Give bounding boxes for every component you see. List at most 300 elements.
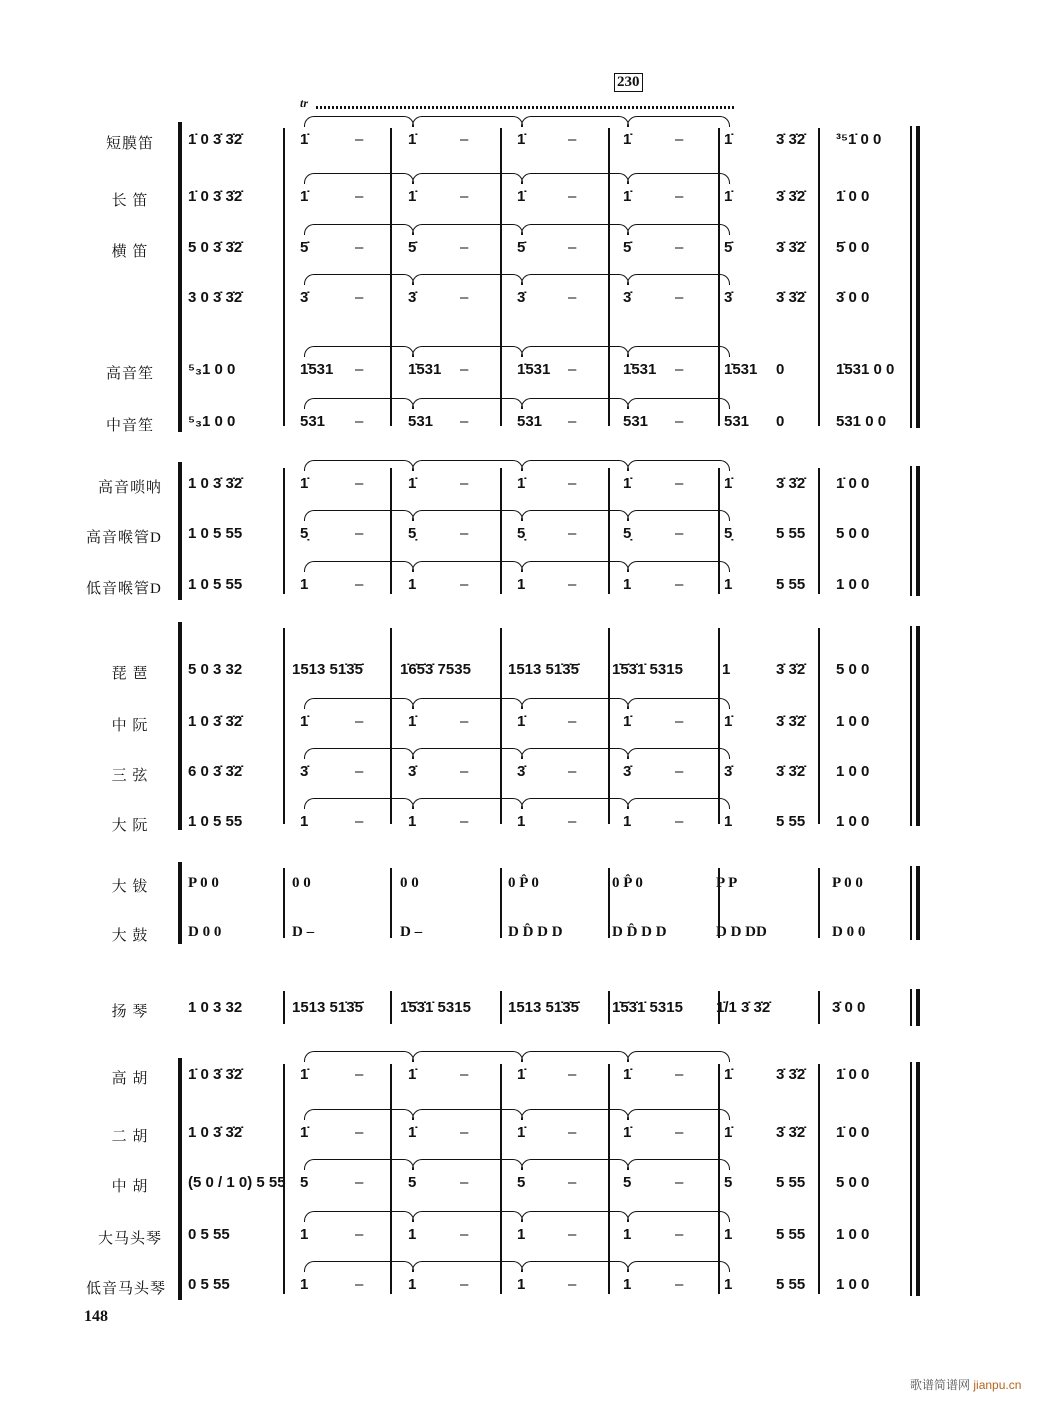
tie-arc [412,748,523,759]
measure-6: 3̇ 3̇2̇ [776,239,806,256]
tie-arc [304,510,414,521]
measure-pickup: ⁵₃1 0 0 [188,361,236,378]
sustained-note: 1̇531 [408,361,442,378]
instrument-label: 中 阮 [111,718,149,734]
final-barline-thin [910,126,912,428]
measure-cell: D – [400,924,423,940]
sustained-note: 1̇ [408,1066,417,1083]
sustained-note: 3̇ [724,289,733,306]
tie-arc [521,173,629,184]
instrument-label: 低音喉管D [86,581,162,597]
dash: – [460,239,469,256]
dash: – [460,1066,469,1083]
final-barline-thin [910,866,912,940]
watermark-url: jianpu.cn [973,1378,1022,1392]
trill-wavy-line [316,106,736,109]
sustained-note: 3̇ [300,289,309,306]
barline [818,628,820,824]
measure-pickup: 1̇ 0 3̇ 3̇2̇ [188,1066,243,1083]
dash: – [460,1276,469,1293]
dash: – [675,1226,684,1243]
sustained-note: 5̇ [623,239,632,256]
barline [718,468,720,594]
page-number: 148 [84,1308,108,1325]
measure-6: 5 55 [776,813,806,830]
sustained-note: 1 [300,1226,309,1243]
instrument-label: 低音马头琴 [86,1281,167,1297]
dash: – [568,1226,577,1243]
barline [500,1064,502,1294]
measure-6: 3̇ 3̇2̇ [776,661,806,678]
tie-arc [521,224,629,235]
tie-arc [412,1159,523,1170]
instrument-label: 大 鼓 [111,928,149,944]
barline [818,868,820,938]
dash: – [675,1276,684,1293]
measure-cell: 0 0 [292,875,311,891]
sustained-note: 1̇ [408,713,417,730]
barline [283,628,285,824]
sustained-note: 1̇ [517,713,526,730]
sustained-note: 3̇ [408,763,417,780]
instrument-label: 大 钹 [111,879,149,895]
final-barline-thin [910,466,912,596]
dash: – [568,413,577,430]
sustained-note: 1 [724,813,733,830]
tie-arc [521,698,629,709]
instrument-label: 扬 琴 [111,1004,149,1020]
measure-cell: 0 0 [400,875,419,891]
sustained-note: 1 [724,1226,733,1243]
instrument-label: 高音唢呐 [97,480,162,496]
measure-7: ³⁵1̇ 0 0 [836,131,882,148]
measure-pickup: 1̇ 0 3̇ 3̇2̇ [188,131,243,148]
measure-6: 0 [776,361,785,378]
measure-6: 5 55 [776,1276,806,1293]
tie-arc [412,1109,523,1120]
barline [818,1064,820,1294]
measure-pickup: 1 0 5 55 [188,813,243,830]
barline [390,628,392,824]
sustained-note: 3̇ [517,289,526,306]
final-barline [916,989,920,1026]
tie-arc [627,798,730,809]
dash: – [675,131,684,148]
tie-arc [304,798,414,809]
sustained-note: 1 [517,1226,526,1243]
tie-arc [627,561,730,572]
dash: – [355,413,364,430]
dash: – [568,1174,577,1191]
measure-7: 1̇531 0 0 [836,361,895,378]
measure-cell: D – [292,924,315,940]
tie-arc [521,748,629,759]
measure-cell: D 0 0 [188,924,222,940]
measure-pickup: 1̇ 0 3̇ 3̇2̇ [188,188,243,205]
dash: – [675,239,684,256]
tie-arc [521,398,629,409]
dash: – [568,475,577,492]
tie-arc [412,1051,523,1062]
measure-cell: 1̇/1 3̇ 3̇2̇ [716,999,771,1016]
tie-arc [521,798,629,809]
tie-arc [521,274,629,285]
barline [283,468,285,594]
sustained-note: 1 [724,1276,733,1293]
measure-pickup: 3 0 3̇ 3̇2̇ [188,289,243,306]
measure-6: 5 55 [776,525,806,542]
barline [818,468,820,594]
sustained-note: 3̇ [724,763,733,780]
tie-arc [521,1159,629,1170]
measure-cell: 1̇5̇3̇1̇ 5315 [612,999,683,1016]
barline [718,628,720,824]
barline [608,868,610,938]
dash: – [675,1124,684,1141]
sustained-note: 1 [408,1226,417,1243]
measure-6: 5 55 [776,576,806,593]
barline [608,468,610,594]
tie-arc [521,510,629,521]
dash: – [355,525,364,542]
barline [500,468,502,594]
sustained-note: 1̇531 [300,361,334,378]
barline [283,128,285,426]
measure-7: 1̇ 0 0 [836,1124,870,1141]
sustained-note: 1̇531 [724,361,758,378]
measure-7: 3̇ 0 0 [836,289,870,306]
sustained-note: 5̇ [300,239,309,256]
sustained-note: 1̇ [623,713,632,730]
instrument-label: 二 胡 [111,1129,149,1145]
sustained-note: 1 [517,1276,526,1293]
sustained-note: 1 [623,1226,632,1243]
final-barline-thin [910,1062,912,1296]
dash: – [568,289,577,306]
figure-cell: 1513 51̇3̇5̇ [508,661,579,678]
sustained-note: 1̇ [408,131,417,148]
measure-pickup: ⁵₃1 0 0 [188,413,236,430]
sustained-note: 531 [300,413,326,430]
measure-6: 3̇ 3̇2̇ [776,713,806,730]
measure-pickup: 0 5 55 [188,1276,230,1293]
measure-pickup: 1 0 3̇ 3̇2̇ [188,475,243,492]
tie-arc [304,398,414,409]
instrument-label: 短膜笛 [105,136,154,152]
sustained-note: 1̇ [724,1066,733,1083]
measure-7: 1̇ 0 0 [836,1066,870,1083]
sustained-note: 5̇ [724,239,733,256]
measure-7: 1 0 0 [836,1226,870,1243]
measure-6: 5 55 [776,1174,806,1191]
dash: – [675,289,684,306]
instrument-label: 高音笙 [105,366,154,382]
dash: – [355,713,364,730]
dash: – [355,763,364,780]
barline [818,991,820,1024]
instrument-label: 长 笛 [111,193,149,209]
dash: – [355,1226,364,1243]
measure-pickup: 5 0 3 32 [188,661,243,678]
tie-arc [412,1211,523,1222]
tie-arc [627,346,730,357]
tie-arc [412,561,523,572]
group-bracket-winds [178,122,182,432]
sustained-note: 1̇ [517,131,526,148]
dash: – [460,413,469,430]
tie-arc [521,460,629,471]
tie-arc [521,1051,629,1062]
dash: – [355,239,364,256]
dash: – [460,576,469,593]
barline [390,1064,392,1294]
sustained-note: 1 [517,576,526,593]
sustained-note: 1̇ [300,131,309,148]
dash: – [460,525,469,542]
sustained-note: 1̇531 [517,361,551,378]
tie-arc [412,1261,523,1272]
dash: – [568,1124,577,1141]
figure-cell: 1̇5̇3̇1̇ 5315 [612,661,683,678]
sustained-note: 1 [623,813,632,830]
dash: – [675,413,684,430]
dash: – [568,525,577,542]
sustained-note: 1̇ [724,475,733,492]
sustained-note: 531 [724,413,750,430]
dash: – [460,813,469,830]
sustained-note: 1 [408,576,417,593]
sustained-note: 5̣ [408,525,417,542]
dash: – [675,763,684,780]
tie-arc [304,561,414,572]
tie-arc [521,346,629,357]
sustained-note: 3̇ [517,763,526,780]
dash: – [675,475,684,492]
measure-6: 3̇ 3̇2̇ [776,1066,806,1083]
tie-arc [412,173,523,184]
instrument-label: 中 胡 [111,1179,149,1195]
sustained-note: 5̇ [408,239,417,256]
measure-cell: D 0 0 [832,924,866,940]
final-barline-thin [910,989,912,1026]
sustained-note: 5 [623,1174,632,1191]
dash: – [355,1124,364,1141]
tie-arc [304,173,414,184]
sustained-note: 5 [300,1174,309,1191]
dash: – [675,813,684,830]
dash: – [460,188,469,205]
tie-arc [627,748,730,759]
barline [390,868,392,938]
tie-arc [304,274,414,285]
final-barline [916,626,920,826]
barline [608,628,610,824]
tie-arc [412,510,523,521]
sustained-note: 5̇ [517,239,526,256]
rehearsal-mark: 230 [614,73,643,92]
final-barline [916,1062,920,1296]
dash: – [355,361,364,378]
tie-arc [521,1211,629,1222]
dash: – [675,188,684,205]
sustained-note: 1̇ [300,475,309,492]
sustained-note: 1 [300,813,309,830]
dash: – [568,1066,577,1083]
sustained-note: 1̇ [300,1066,309,1083]
measure-6: 3̇ 3̇2̇ [776,475,806,492]
instrument-label: 高 胡 [111,1071,149,1087]
sustained-note: 1̇531 [623,361,657,378]
dash: – [568,361,577,378]
tie-arc [627,173,730,184]
sustained-note: 1 [300,1276,309,1293]
measure-pickup: 6 0 3̇ 3̇2̇ [188,763,243,780]
instrument-label: 高音喉管D [86,530,162,546]
measure-6: 5 55 [776,1226,806,1243]
barline [283,868,285,938]
measure-cell: 1̇5̇3̇1̇ 5315 [400,999,471,1016]
barline [608,1064,610,1294]
sustained-note: 5̣ [623,525,632,542]
tie-arc [304,1261,414,1272]
sustained-note: 1̇ [300,713,309,730]
sustained-note: 3̇ [408,289,417,306]
sustained-note: 1̇ [517,1066,526,1083]
tie-arc [627,1051,730,1062]
sustained-note: 5 [408,1174,417,1191]
tie-arc [304,698,414,709]
dash: – [568,1276,577,1293]
dash: – [568,813,577,830]
sustained-note: 1̇ [300,188,309,205]
final-barline [916,126,920,428]
measure-cell: 1513 51̇3̇5̇ [508,999,579,1016]
sustained-note: 5 [724,1174,733,1191]
barline [500,991,502,1024]
dash: – [355,289,364,306]
sustained-note: 1 [300,576,309,593]
measure-cell: 3̇ 0 0 [832,999,866,1016]
instrument-label: 大 阮 [111,818,149,834]
dash: – [460,1124,469,1141]
tie-arc [304,1109,414,1120]
dash: – [460,131,469,148]
measure-7: 5 0 0 [836,525,870,542]
dash: – [568,763,577,780]
measure-7: 1̇ 0 0 [836,475,870,492]
measure-6: 3̇ 3̇2̇ [776,131,806,148]
dash: – [568,239,577,256]
measure-cell: P 0 0 [188,875,219,891]
dash: – [355,1276,364,1293]
tie-arc [627,1261,730,1272]
dash: – [568,188,577,205]
measure-pickup: 1 0 3̇ 3̇2̇ [188,713,243,730]
tie-arc [412,398,523,409]
measure-7: 531 0 0 [836,413,887,430]
barline [390,468,392,594]
tie-arc [304,346,414,357]
sustained-note: 1̇ [724,713,733,730]
tie-arc [304,1159,414,1170]
tie-arc [412,346,523,357]
measure-6: 3̇ 3̇2̇ [776,1124,806,1141]
sustained-note: 1̇ [623,475,632,492]
tie-arc [627,510,730,521]
measure-cell: D D DD [716,924,767,940]
measure-6: 3̇ 3̇2̇ [776,188,806,205]
figure-cell: 1̇6̇5̇3̇ 7535 [400,661,471,678]
dash: – [460,289,469,306]
barline [718,1064,720,1294]
tie-arc [412,224,523,235]
measure-6: 3̇ 3̇2̇ [776,763,806,780]
measure-cell: P P [716,875,738,891]
tie-arc [627,116,730,127]
measure-7: 1 0 0 [836,813,870,830]
dash: – [460,361,469,378]
dash: – [355,131,364,148]
sustained-note: 1 [517,813,526,830]
tie-arc [304,224,414,235]
dash: – [568,576,577,593]
sustained-note: 1 [724,576,733,593]
tie-arc [304,1211,414,1222]
sustained-note: 1̇ [623,1124,632,1141]
dash: – [460,1174,469,1191]
instrument-label: 大马头琴 [97,1231,162,1247]
tie-arc [304,1051,414,1062]
measure-pickup: 5 0 3̇ 3̇2̇ [188,239,243,256]
tie-arc [627,698,730,709]
instrument-label: 琵 琶 [111,666,149,682]
dash: – [355,1066,364,1083]
measure-cell: D D̂ D D [612,924,667,940]
measure-cell: 0 P̂ 0 [612,875,643,891]
measure-7: 1 0 0 [836,763,870,780]
tie-arc [304,460,414,471]
tie-arc [412,116,523,127]
measure-7: 1 0 0 [836,713,870,730]
sustained-note: 3̇ [300,763,309,780]
sustained-note: 1 [408,1276,417,1293]
sustained-note: 1̇ [408,475,417,492]
dash: – [355,475,364,492]
measure-7: 1 0 0 [836,576,870,593]
measure-cell: D D̂ D D [508,924,563,940]
tie-arc [627,460,730,471]
dash: – [568,131,577,148]
dash: – [675,525,684,542]
sustained-note: 1̇ [517,475,526,492]
instrument-label: 横 笛 [111,244,149,260]
dash: – [675,361,684,378]
tie-arc [521,1261,629,1272]
sustained-note: 1̇ [724,1124,733,1141]
measure-7: 5̇ 0 0 [836,239,870,256]
measure-cell: 0 P̂ 0 [508,875,539,891]
barline [500,628,502,824]
tie-arc [627,1159,730,1170]
tie-arc [521,116,629,127]
dash: – [675,1066,684,1083]
sustained-note: 1̇ [408,188,417,205]
sustained-note: 1̇ [724,188,733,205]
final-barline-thin [910,626,912,826]
dash: – [675,713,684,730]
sustained-note: 1̇ [300,1124,309,1141]
measure-pickup: 1 0 5 55 [188,576,243,593]
